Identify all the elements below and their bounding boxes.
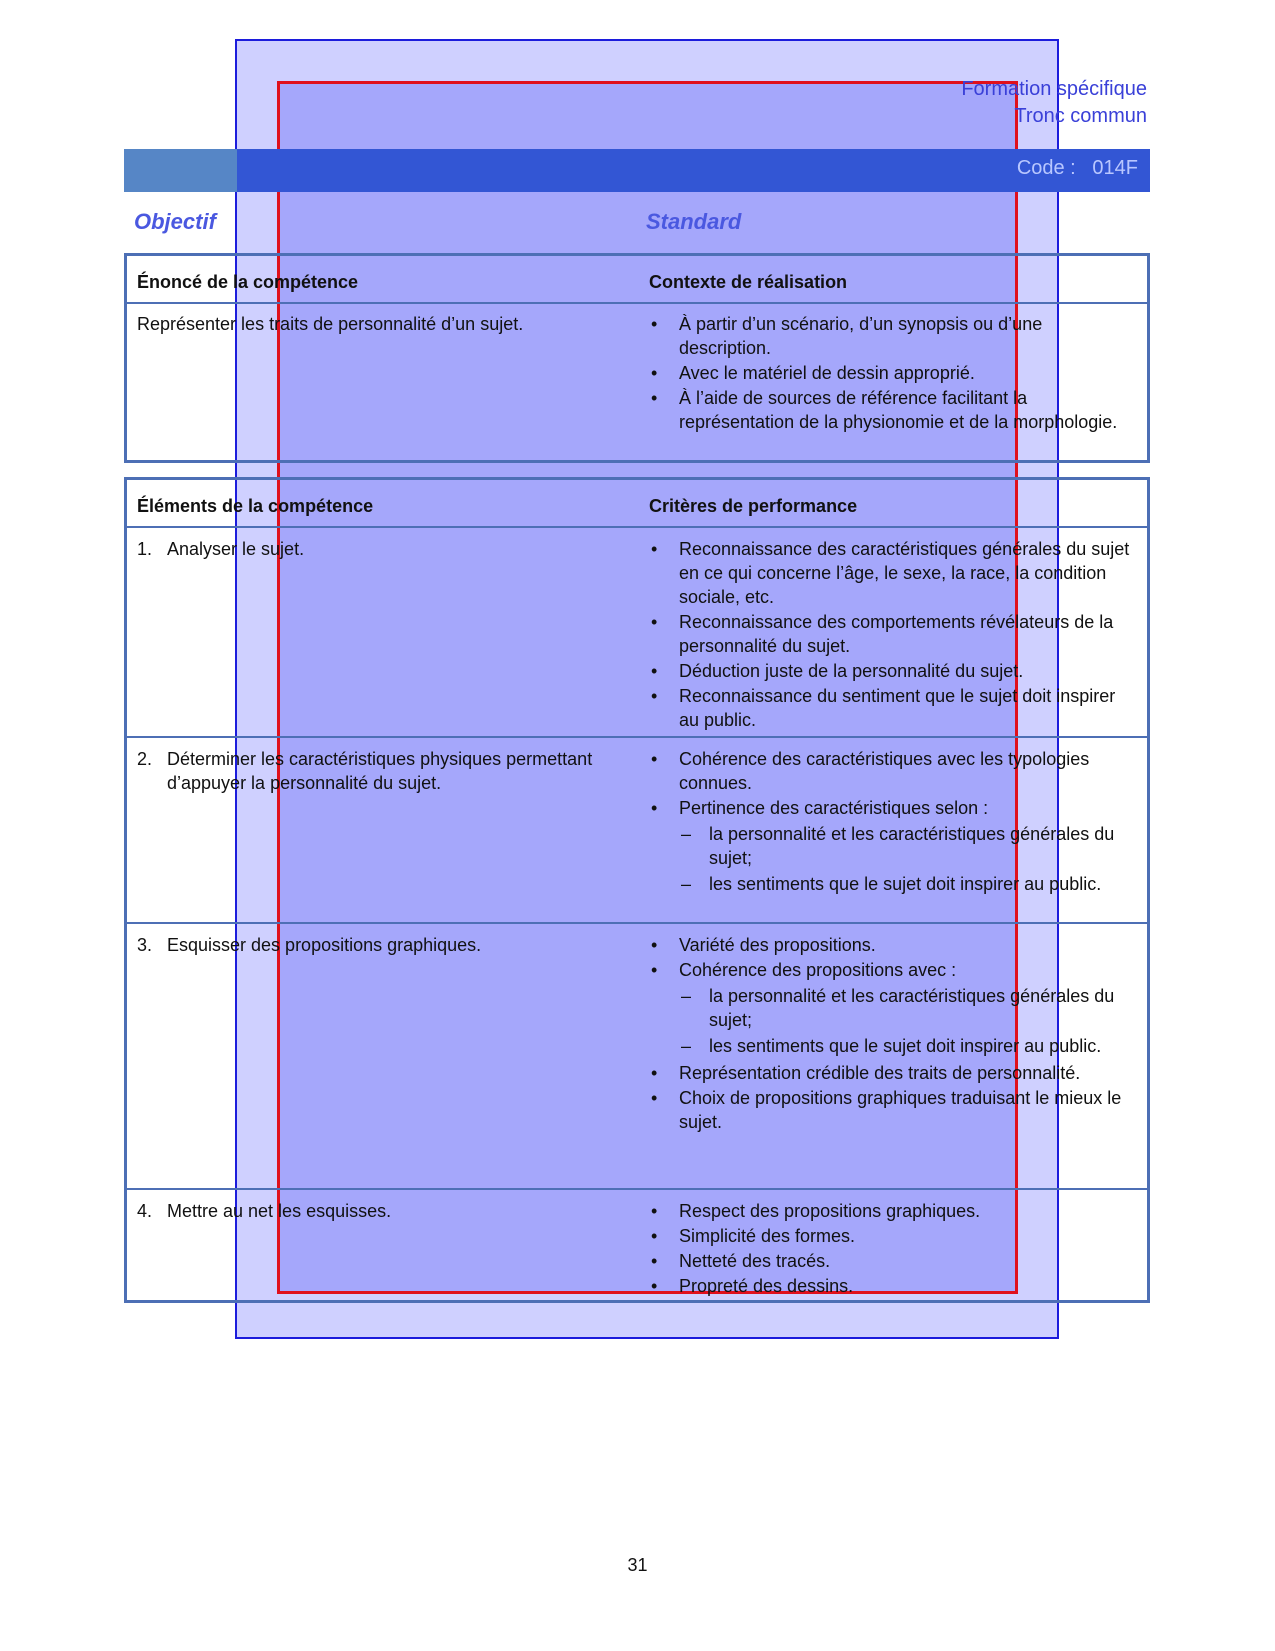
list-item bbox=[649, 796, 1139, 896]
enonce-text: Représenter les traits de personnalité d’un sujet. bbox=[137, 314, 524, 334]
table-row bbox=[127, 736, 1147, 922]
code-bar bbox=[124, 149, 1150, 192]
criteria-text: Pertinence des caractéristiques selon : bbox=[679, 798, 989, 818]
table-row bbox=[127, 526, 1147, 736]
elements-header-row bbox=[127, 480, 1147, 526]
element-text: Analyser le sujet. bbox=[167, 539, 305, 559]
element-text: Mettre au net les esquisses. bbox=[167, 1201, 392, 1221]
list-item: • Respect des propositions graphiques. bbox=[649, 1199, 1139, 1223]
list-item: • Cohérence des caractéristiques avec les typologies connues. bbox=[649, 747, 1139, 795]
list-item: • Reconnaissance du sentiment que le sujet doit inspirer au public. bbox=[649, 684, 1139, 732]
table-row bbox=[127, 1188, 1147, 1300]
element-number: 4. bbox=[137, 1201, 153, 1221]
contexte-header: Contexte de réalisation bbox=[649, 272, 848, 292]
criteria-cell bbox=[649, 537, 1139, 733]
element-cell bbox=[137, 933, 637, 957]
list-item: • Déduction juste de la personnalité du sujet. bbox=[649, 659, 1139, 683]
list-item: • Reconnaissance des comportements révélateurs de la personnalité du sujet. bbox=[649, 610, 1139, 658]
element-text: Esquisser des propositions graphiques. bbox=[167, 935, 482, 955]
code-label: Code : 014F bbox=[1016, 157, 1138, 179]
list-item bbox=[649, 958, 1139, 1058]
contexte-list-wrap bbox=[649, 312, 1139, 435]
elements-header: Éléments de la compétence bbox=[137, 496, 374, 516]
header-tronc: Tronc commun bbox=[1014, 105, 1147, 127]
header-formation: Formation spécifique bbox=[961, 78, 1147, 100]
criteria-list bbox=[649, 537, 1139, 732]
criteria-list bbox=[649, 747, 1139, 896]
sub-criteria-list bbox=[679, 984, 1139, 1058]
objectif-title: Objectif bbox=[134, 209, 216, 234]
element-cell bbox=[137, 1199, 637, 1223]
element-number: 2. bbox=[137, 749, 153, 769]
list-item: • Variété des propositions. bbox=[649, 933, 1139, 957]
enonce-header: Énoncé de la compétence bbox=[137, 272, 359, 292]
list-item: • Représentation crédible des traits de personnalité. bbox=[649, 1061, 1139, 1085]
list-item: • Avec le matériel de dessin approprié. bbox=[649, 361, 1139, 385]
criteria-text: Cohérence des propositions avec : bbox=[679, 960, 957, 980]
list-item: • Choix de propositions graphiques traduisant le mieux le sujet. bbox=[649, 1086, 1139, 1134]
element-text: Déterminer les caractéristiques physiques permettant d’appuyer la personnalité du sujet. bbox=[167, 749, 593, 793]
list-item: • Simplicité des formes. bbox=[649, 1224, 1139, 1248]
element-cell bbox=[137, 537, 637, 561]
list-item: • Propreté des dessins. bbox=[649, 1274, 1139, 1298]
list-item: • À l’aide de sources de référence facilitant la représentation de la physionomie et de la morphologie. bbox=[649, 386, 1139, 434]
criteres-header: Critères de performance bbox=[649, 496, 858, 516]
criteria-cell bbox=[649, 933, 1139, 1135]
page-number: 31 bbox=[627, 1555, 648, 1575]
sub-list-item: – les sentiments que le sujet doit inspirer au public. bbox=[679, 872, 1139, 896]
sub-list-item: – les sentiments que le sujet doit inspirer au public. bbox=[679, 1034, 1139, 1058]
table-row bbox=[127, 922, 1147, 1188]
elements-table bbox=[124, 477, 1150, 1303]
sub-list-item: – la personnalité et les caractéristiques générales du sujet; bbox=[679, 984, 1139, 1032]
list-item: • Netteté des tracés. bbox=[649, 1249, 1139, 1273]
element-number: 1. bbox=[137, 539, 153, 559]
competence-header-row bbox=[127, 256, 1147, 302]
competence-body-row bbox=[127, 302, 1147, 460]
sub-criteria-list bbox=[679, 822, 1139, 896]
criteria-cell bbox=[649, 1199, 1139, 1299]
contexte-list bbox=[649, 312, 1139, 434]
criteria-cell bbox=[649, 747, 1139, 899]
list-item: • À partir d’un scénario, d’un synopsis ou d’une description. bbox=[649, 312, 1139, 360]
list-item: • Reconnaissance des caractéristiques générales du sujet en ce qui concerne l’âge, le sexe, la race, la condition sociale, etc. bbox=[649, 537, 1139, 609]
element-number: 3. bbox=[137, 935, 153, 955]
element-cell bbox=[137, 747, 637, 795]
criteria-list bbox=[649, 1199, 1139, 1298]
standard-title: Standard bbox=[646, 209, 742, 234]
criteria-list bbox=[649, 933, 1139, 1134]
competence-table bbox=[124, 253, 1150, 463]
sub-list-item: – la personnalité et les caractéristiques générales du sujet; bbox=[679, 822, 1139, 870]
